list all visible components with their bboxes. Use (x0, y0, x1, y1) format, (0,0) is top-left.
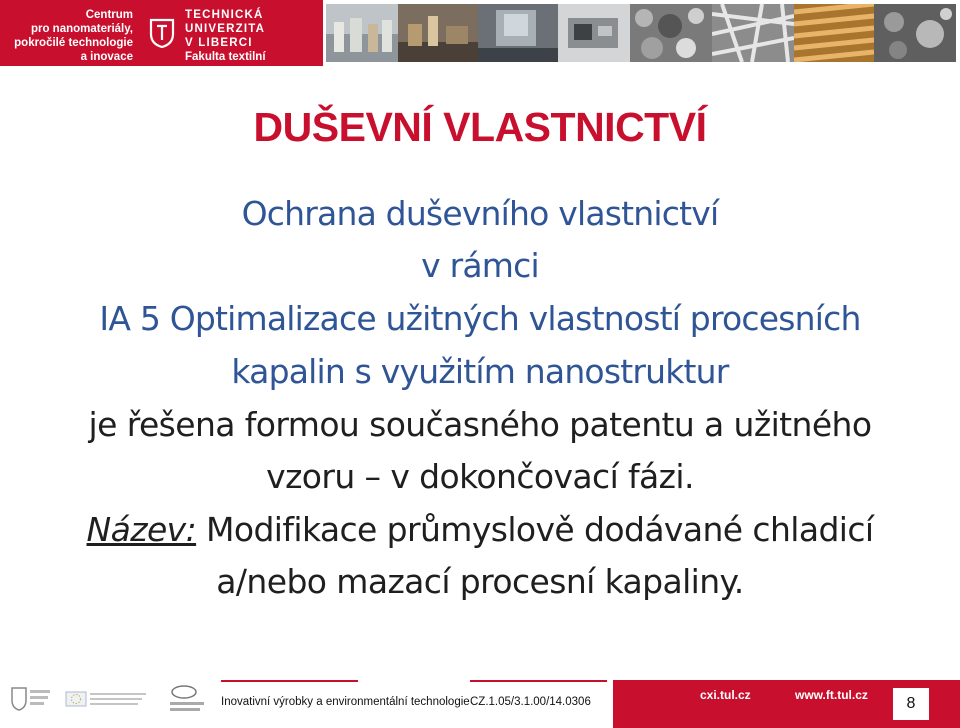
cxi-logo-line: a inovace (80, 51, 133, 63)
footer-divider (470, 680, 607, 682)
name-label: Název: (86, 510, 197, 549)
footer-tul-logo (8, 682, 52, 722)
tul-emblem-icon (149, 18, 175, 48)
footer-divider (221, 680, 358, 682)
footer-project-code: CZ.1.05/3.1.00/14.0306 (470, 696, 591, 708)
name-line (0, 510, 960, 549)
link-cxi[interactable]: cxi.tul.cz (700, 688, 751, 702)
page-number: 8 (893, 688, 929, 720)
header-photo-microscopy (630, 4, 712, 62)
eu-flag-icon (64, 682, 150, 722)
tul-shield-icon (8, 682, 52, 722)
body-line: kapalin s využitím nanostruktur (231, 352, 729, 391)
body-line: vzoru – v dokončovací fázi. (266, 457, 694, 496)
header-banner (0, 0, 960, 66)
op-ball-icon (160, 682, 212, 722)
tul-logo-line: V LIBERCI (185, 37, 253, 49)
header-photo-instrument (478, 4, 558, 62)
name-line-2: a/nebo mazací procesní kapaliny. (216, 562, 744, 601)
body-line: je řešena formou současného patentu a užitného (88, 405, 872, 444)
body-line: Ochrana duševního vlastnictví (241, 194, 719, 233)
footer-op-logo (160, 682, 212, 722)
body-line: IA 5 Optimalizace užitných vlastností procesních (99, 299, 861, 338)
cxi-logo (0, 0, 143, 66)
cxi-logo-line: pro nanomateriály, (30, 23, 133, 35)
footer-project-caption: Inovativní výrobky a environmentální technologie (221, 696, 470, 708)
slide-title: DUŠEVNÍ VLASTNICTVÍ (253, 104, 707, 150)
tul-faculty: Fakulta textilní (185, 51, 266, 63)
link-ft[interactable]: www.ft.tul.cz (795, 688, 868, 702)
footer-eu-logo (64, 682, 150, 722)
name-text: Modifikace průmyslově dodávané chladicí (196, 510, 874, 549)
header-photo-lab (398, 4, 478, 62)
cxi-logo-line: pokročilé technologie (14, 37, 133, 49)
tul-logo-line: TECHNICKÁ (185, 9, 264, 21)
cxi-logo-line: Centrum (85, 9, 133, 21)
header-photo-device (558, 4, 630, 62)
header-photo-bottles (326, 4, 398, 62)
header-photo-surface (874, 4, 956, 62)
header-photo-texture (794, 4, 874, 62)
header-photo-nanofibers (712, 4, 794, 62)
body-line: v rámci (421, 246, 539, 285)
tul-logo-line: UNIVERZITA (185, 23, 266, 35)
tul-logo (143, 0, 323, 66)
